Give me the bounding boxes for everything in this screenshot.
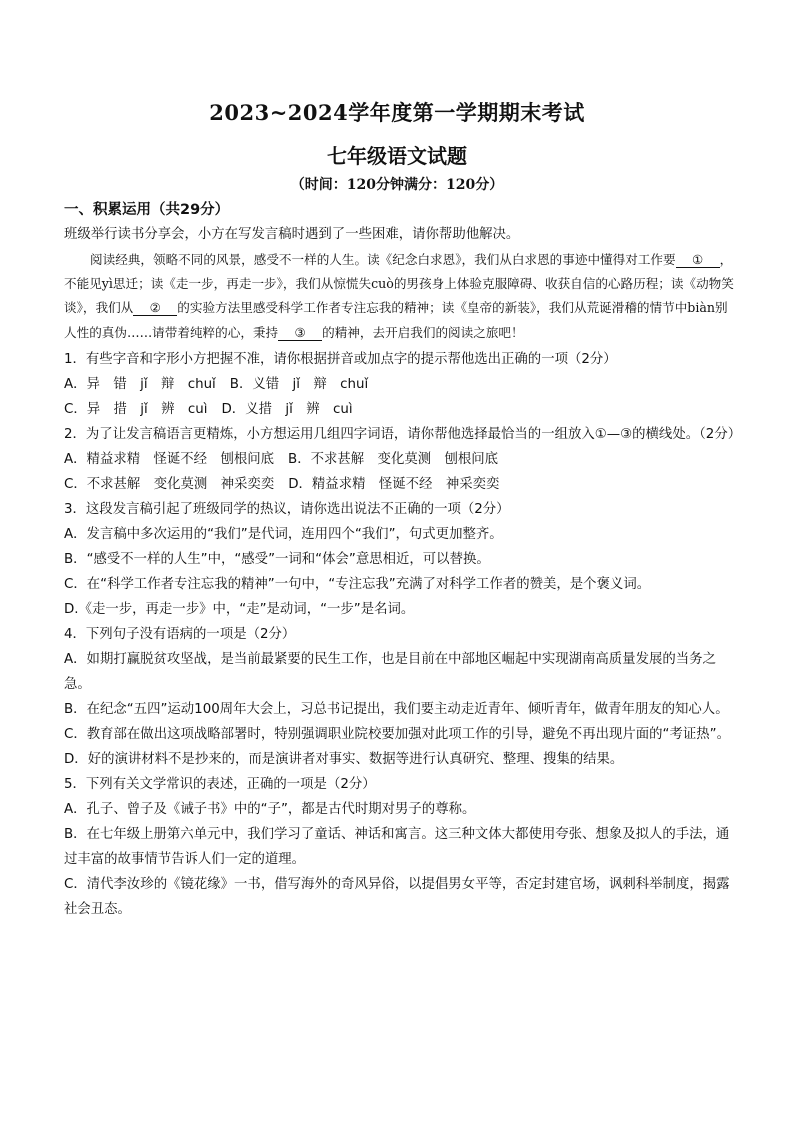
q4-option-d: D．好的演讲材料不是抄来的，而是演讲者对事实、数据等进行认真研究、整理、搜集的结果。 (64, 751, 624, 767)
q5-option-a: A．孔子、曾子及《诫子书》中的“子”，都是古代时期对男子的尊称。 (64, 801, 476, 817)
section-heading: 一、积累运用（共29分） (64, 202, 230, 218)
blank-3: ③ (278, 325, 322, 341)
q1-option-c: C．异 措 jǐ 辨 cuì (64, 401, 208, 417)
q1-option-b: B．义错 jǐ 辩 chuǐ (229, 376, 369, 392)
q2-option-b: B．不求甚解 变化莫测 刨根问底 (288, 451, 499, 467)
exam-time-info: （时间：120分钟满分：120分） (290, 177, 504, 193)
exam-subtitle: 七年级语文试题 (327, 144, 467, 168)
q1-option-d: D．义措 jǐ 辨 cuì (221, 401, 353, 417)
q3-option-b: B．“感受不一样的人生”中，“感受”一词和“体会”意思相近，可以替换。 (64, 551, 490, 567)
passage-part-1: 阅读经典，领略不同的风景，感受不一样的人生。读《纪念白求恩》，我们从白求恩的事迹中懂得对工作要 (90, 252, 676, 267)
question-4-stem: 4．下列句子没有语病的一项是（2分） (64, 626, 296, 642)
passage-part-2: ，不能见yì思迁；读《走一步，再走一步》，我们从惊慌失cuò的男孩身上体验克服障碍、收获自信的心路历程；读《动物笑谈》，我们从 (64, 252, 734, 316)
q2-option-c: C．不求甚解 变化莫测 神采奕奕 (64, 476, 275, 492)
q5-option-c: C．清代李汝珍的《镜花缘》一书，借写海外的奇风异俗，以提倡男女平等，否定封建官场，讽刺科举制度，揭露社会丑态。 (64, 876, 730, 917)
question-1-options-row-1 (64, 372, 736, 397)
blank-2: ② (133, 300, 177, 316)
question-2-options-row-1 (64, 447, 736, 472)
q4-option-a: A．如期打赢脱贫攻坚战，是当前最紧要的民生工作，也是目前在中部地区崛起中实现湖南高质量发展的当务之急。 (64, 651, 716, 692)
exam-title: 2023~2024学年度第一学期期末考试 (209, 100, 585, 125)
question-5-stem: 5．下列有关文学常识的表述，正确的一项是（2分） (64, 776, 376, 792)
speech-passage (64, 248, 736, 345)
blank-1: ① (676, 252, 720, 268)
intro-text: 班级举行读书分享会，小方在写发言稿时遇到了一些困难，请你帮助他解决。 (64, 227, 520, 242)
section-body (64, 222, 742, 922)
q4-option-c: C．教育部在做出这项战略部署时，特别强调职业院校要加强对此项工作的引导，避免不再出现片面的“考证热”。 (64, 726, 730, 742)
q2-option-d: D．精益求精 怪诞不经 神采奕奕 (288, 476, 500, 492)
q2-option-a: A．精益求精 怪诞不经 刨根问底 (64, 451, 275, 467)
question-1-stem: 1．有些字音和字形小方把握不准，请你根据拼音或加点字的提示帮他选出正确的一项（2分） (64, 351, 617, 367)
q4-option-b: B．在纪念“五四”运动100周年大会上，习总书记提出，我们要主动走近青年、倾听青年，做青年朋友的知心人。 (64, 701, 729, 717)
q1-option-a: A．异 错 jǐ 辩 chuǐ (64, 376, 216, 392)
question-2-stem: 2．为了让发言稿语言更精炼，小方想运用几组四字词语，请你帮他选择最恰当的一组放入①—③的横线处。（2分） (64, 426, 742, 442)
q3-option-d: D.《走一步，再走一步》中，“走”是动词，“一步”是名词。 (64, 601, 415, 617)
q5-option-b: B．在七年级上册第六单元中，我们学习了童话、神话和寓言。这三种文体大都使用夸张、想象及拟人的手法，通过丰富的故事情节告诉人们一定的道理。 (64, 826, 730, 867)
q3-option-a: A．发言稿中多次运用的“我们”是代词，连用四个“我们”，句式更加整齐。 (64, 526, 503, 542)
question-3-stem: 3．这段发言稿引起了班级同学的热议，请你选出说法不正确的一项（2分） (64, 501, 510, 517)
passage-part-4: 的精神，去开启我们的阅读之旅吧！ (322, 324, 524, 340)
question-2-options-row-2 (64, 472, 736, 497)
question-1-options-row-2 (64, 397, 736, 422)
passage-part-3: 的实验方法里感受科学工作者专注忘我的精神；读《皇帝的新装》，我们从荒诞滑稽的情节中biàn别人性的真伪……请带着纯粹的心，秉持 (64, 300, 728, 340)
q3-option-c: C．在“科学工作者专注忘我的精神”一句中，“专注忘我”充满了对科学工作者的赞美，是个褒义词。 (64, 576, 651, 592)
